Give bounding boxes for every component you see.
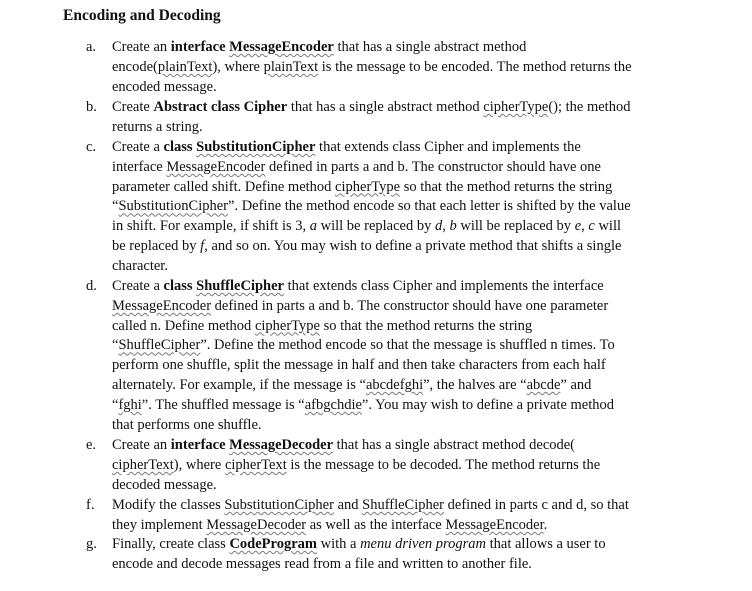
flagged-word: SubstitutionCipher [118,198,229,215]
text-line: character. [112,257,168,274]
flagged-word: MessageDecoder [206,516,307,533]
text-line: Create an interface MessageEncoder that has a single abstract method [112,39,527,55]
text-line: cipherText), where cipherText is the message to be decoded. The method returns the [112,456,601,473]
flagged-word: abcde [526,377,561,393]
flagged-word: SubstitutionCipher [196,139,316,155]
flagged-word: ShuffleCipher [362,497,445,513]
text-line: they implement MessageDecoder as well as the interface MessageEncoder. [112,516,548,533]
flagged-word: abcdefghi [365,377,424,393]
flagged-word: MessageEncoder [112,297,212,314]
list-marker: f. [86,497,95,513]
flagged-word: MessageEncoder [229,39,334,55]
text-line: “SubstitutionCipher”. Define the method encode so that each letter is shifted by the value [112,198,631,215]
list-marker: a. [86,39,97,55]
text-line: perform one shuffle, split the message in half and then take characters from each half [112,357,606,374]
flagged-word: ShuffleCipher [118,337,201,354]
flagged-word: cipherType [483,99,549,115]
flagged-word: plainText [157,58,213,75]
text-line: encode(plainText), where plainText is the message to be encoded. The method returns the [112,58,632,75]
list-marker: b. [86,99,97,115]
text-line: alternately. For example, if the message is “abcdefghi”, the halves are “abcde” and [112,377,592,393]
flagged-word: fghi [118,396,142,413]
text-line: returns a string. [112,118,203,135]
text-line: “fghi”. The shuffled message is “afbgchdie”. You may wish to define a private method [112,396,615,413]
text-line: parameter called shift. Define method cipherType so that the method returns the string [112,178,613,195]
flagged-word: cipherText [112,456,174,473]
flagged-word: CodeProgram [229,536,317,552]
list-marker: e. [86,437,97,453]
flagged-word: cipherType [254,317,320,334]
text-line: called n. Define method cipherType so that the method returns the string [112,317,533,334]
text-line: that performs one shuffle. [112,416,262,433]
flagged-word: cipherText [224,456,287,473]
flagged-word: ShuffleCipher [196,278,284,294]
text-line: Create an interface MessageDecoder that has a single abstract method decode( [112,437,576,453]
text-line: Finally, create class CodeProgram with a menu driven program that allows a user to [112,536,606,552]
flagged-word: cipherType [335,178,401,195]
flagged-word: plainText [263,58,319,75]
text-line: Modify the classes SubstitutionCipher and ShuffleCipher defined in parts c and d, so that [112,497,629,513]
list-marker: g. [86,536,97,552]
text-line: MessageEncoder defined in parts a and b. The constructor should have one parameter [112,297,609,314]
text-line: decoded message. [112,476,217,493]
text-line: Create a class SubstitutionCipher that extends class Cipher and implements the [112,139,581,155]
flagged-word: MessageDecoder [229,437,334,453]
text-line: interface MessageEncoder defined in parts a and b. The constructor should have one [112,158,601,175]
text-line: encode and decode messages read from a file and written to another file. [112,555,532,572]
list-marker: c. [86,139,97,155]
flagged-word: SubstitutionCipher [224,497,334,513]
list-marker: d. [86,278,97,294]
section-heading: Encoding and Decoding [63,7,221,24]
flagged-word: MessageEncoder [166,158,266,175]
text-line: Create a class ShuffleCipher that extends class Cipher and implements the interface [112,278,604,294]
flagged-word: afbgchdie [304,396,362,413]
text-line: be replaced by f, and so on. You may wish to define a private method that shifts a single [112,238,622,254]
text-line: encoded message. [112,78,217,95]
text-line: in shift. For example, if shift is 3, a will be replaced by d, b will be replaced by e, c will [112,218,621,235]
flagged-word: MessageEncoder [445,516,544,533]
text-line: Create Abstract class Cipher that has a single abstract method cipherType(); the method [112,99,631,115]
text-line: “ShuffleCipher”. Define the method encode so that the message is shuffled n times. To [112,337,615,354]
